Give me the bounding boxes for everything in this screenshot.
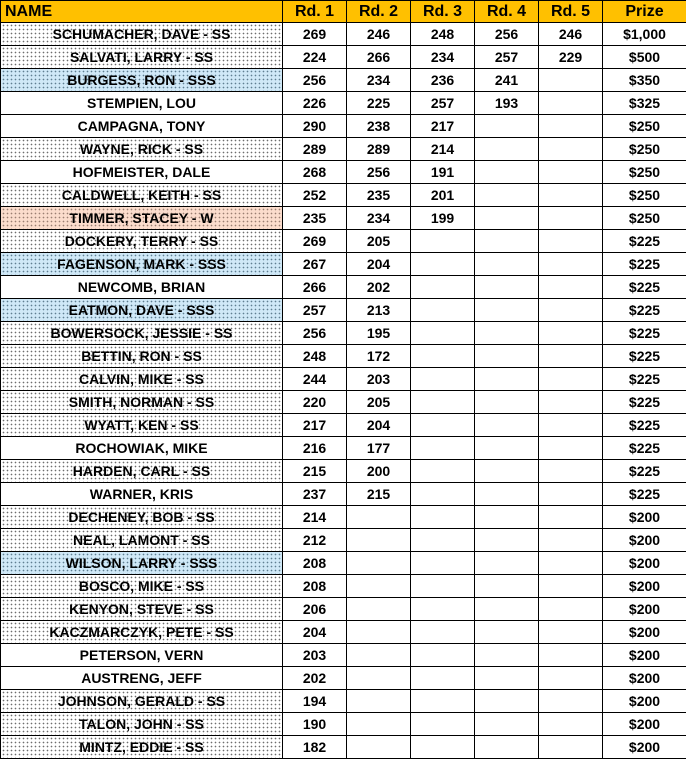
table-row bbox=[1, 736, 686, 759]
prize-cell: $200 bbox=[603, 713, 686, 736]
bowler-name-cell: DECHENEY, BOB - SS bbox=[1, 506, 283, 529]
score-cell-rd1: 216 bbox=[283, 437, 347, 460]
score-cell-rd4 bbox=[475, 736, 539, 759]
table-row bbox=[1, 644, 686, 667]
score-cell-rd5 bbox=[539, 115, 603, 138]
prize-cell: $200 bbox=[603, 598, 686, 621]
score-cell-rd3: 214 bbox=[411, 138, 475, 161]
bowler-name-cell: KACZMARCZYK, PETE - SS bbox=[1, 621, 283, 644]
score-cell-rd5 bbox=[539, 529, 603, 552]
score-cell-rd2: 204 bbox=[347, 414, 411, 437]
score-cell-rd1: 224 bbox=[283, 46, 347, 69]
score-cell-rd4 bbox=[475, 138, 539, 161]
score-cell-rd3: 248 bbox=[411, 23, 475, 46]
score-cell-rd1: 244 bbox=[283, 368, 347, 391]
prize-cell: $250 bbox=[603, 161, 686, 184]
score-cell-rd1: 289 bbox=[283, 138, 347, 161]
score-cell-rd4 bbox=[475, 621, 539, 644]
table-row bbox=[1, 414, 686, 437]
table-row bbox=[1, 460, 686, 483]
score-cell-rd2: 200 bbox=[347, 460, 411, 483]
score-cell-rd2 bbox=[347, 598, 411, 621]
score-cell-rd2: 225 bbox=[347, 92, 411, 115]
score-cell-rd2 bbox=[347, 736, 411, 759]
prize-cell: $225 bbox=[603, 391, 686, 414]
score-cell-rd5 bbox=[539, 207, 603, 230]
score-cell-rd3 bbox=[411, 713, 475, 736]
prize-cell: $200 bbox=[603, 667, 686, 690]
score-cell-rd5 bbox=[539, 230, 603, 253]
score-cell-rd3: 201 bbox=[411, 184, 475, 207]
table-row bbox=[1, 184, 686, 207]
score-cell-rd2 bbox=[347, 713, 411, 736]
table-row bbox=[1, 552, 686, 575]
prize-cell: $200 bbox=[603, 552, 686, 575]
bowler-name-cell: EATMON, DAVE - SSS bbox=[1, 299, 283, 322]
table-row bbox=[1, 345, 686, 368]
prize-cell: $250 bbox=[603, 207, 686, 230]
score-cell-rd5 bbox=[539, 552, 603, 575]
score-cell-rd4 bbox=[475, 207, 539, 230]
score-cell-rd3 bbox=[411, 690, 475, 713]
score-cell-rd4 bbox=[475, 437, 539, 460]
score-cell-rd3 bbox=[411, 345, 475, 368]
score-cell-rd5 bbox=[539, 414, 603, 437]
bowler-name-cell: KENYON, STEVE - SS bbox=[1, 598, 283, 621]
score-cell-rd5: 246 bbox=[539, 23, 603, 46]
table-row bbox=[1, 207, 686, 230]
table-row bbox=[1, 92, 686, 115]
score-cell-rd4 bbox=[475, 575, 539, 598]
score-cell-rd1: 182 bbox=[283, 736, 347, 759]
bowler-name-cell: BOSCO, MIKE - SS bbox=[1, 575, 283, 598]
bowler-name-cell: TALON, JOHN - SS bbox=[1, 713, 283, 736]
score-cell-rd3 bbox=[411, 391, 475, 414]
score-cell-rd1: 203 bbox=[283, 644, 347, 667]
prize-cell: $225 bbox=[603, 368, 686, 391]
score-cell-rd5 bbox=[539, 736, 603, 759]
score-cell-rd1: 256 bbox=[283, 322, 347, 345]
header-name: NAME bbox=[1, 1, 283, 23]
table-row bbox=[1, 575, 686, 598]
table-row bbox=[1, 437, 686, 460]
table-row bbox=[1, 46, 686, 69]
table-row bbox=[1, 368, 686, 391]
score-cell-rd4 bbox=[475, 506, 539, 529]
score-cell-rd3 bbox=[411, 598, 475, 621]
score-cell-rd3 bbox=[411, 414, 475, 437]
score-cell-rd2 bbox=[347, 575, 411, 598]
prize-cell: $250 bbox=[603, 115, 686, 138]
score-cell-rd3: 191 bbox=[411, 161, 475, 184]
score-cell-rd3 bbox=[411, 736, 475, 759]
bowler-name-cell: SCHUMACHER, DAVE - SS bbox=[1, 23, 283, 46]
score-cell-rd5 bbox=[539, 161, 603, 184]
bowler-name-cell: WYATT, KEN - SS bbox=[1, 414, 283, 437]
prize-cell: $225 bbox=[603, 322, 686, 345]
score-cell-rd1: 220 bbox=[283, 391, 347, 414]
score-cell-rd5 bbox=[539, 483, 603, 506]
table-row bbox=[1, 506, 686, 529]
score-cell-rd4 bbox=[475, 552, 539, 575]
score-cell-rd4 bbox=[475, 115, 539, 138]
score-cell-rd1: 235 bbox=[283, 207, 347, 230]
bowler-name-cell: PETERSON, VERN bbox=[1, 644, 283, 667]
score-cell-rd2: 172 bbox=[347, 345, 411, 368]
score-cell-rd5 bbox=[539, 621, 603, 644]
score-cell-rd1: 217 bbox=[283, 414, 347, 437]
score-cell-rd3 bbox=[411, 322, 475, 345]
score-cell-rd4 bbox=[475, 414, 539, 437]
score-cell-rd2: 215 bbox=[347, 483, 411, 506]
score-cell-rd2 bbox=[347, 644, 411, 667]
score-cell-rd3 bbox=[411, 529, 475, 552]
bowler-name-cell: WARNER, KRIS bbox=[1, 483, 283, 506]
score-cell-rd2 bbox=[347, 690, 411, 713]
score-cell-rd5 bbox=[539, 644, 603, 667]
score-cell-rd5 bbox=[539, 92, 603, 115]
score-cell-rd2: 205 bbox=[347, 391, 411, 414]
score-cell-rd2: 234 bbox=[347, 69, 411, 92]
prize-cell: $200 bbox=[603, 621, 686, 644]
score-cell-rd3: 257 bbox=[411, 92, 475, 115]
score-cell-rd4: 241 bbox=[475, 69, 539, 92]
score-cell-rd1: 237 bbox=[283, 483, 347, 506]
table-row bbox=[1, 299, 686, 322]
header-prize: Prize bbox=[603, 1, 686, 23]
score-cell-rd1: 202 bbox=[283, 667, 347, 690]
score-cell-rd5: 229 bbox=[539, 46, 603, 69]
score-cell-rd4 bbox=[475, 644, 539, 667]
score-cell-rd4 bbox=[475, 161, 539, 184]
score-cell-rd3 bbox=[411, 253, 475, 276]
score-cell-rd3 bbox=[411, 368, 475, 391]
score-cell-rd3 bbox=[411, 552, 475, 575]
bowler-name-cell: NEAL, LAMONT - SS bbox=[1, 529, 283, 552]
score-cell-rd5 bbox=[539, 391, 603, 414]
bowler-name-cell: NEWCOMB, BRIAN bbox=[1, 276, 283, 299]
score-cell-rd2: 213 bbox=[347, 299, 411, 322]
prize-cell: $225 bbox=[603, 437, 686, 460]
score-cell-rd4 bbox=[475, 460, 539, 483]
score-cell-rd3 bbox=[411, 276, 475, 299]
bowler-name-cell: TIMMER, STACEY - W bbox=[1, 207, 283, 230]
table-row bbox=[1, 253, 686, 276]
score-cell-rd4 bbox=[475, 276, 539, 299]
score-cell-rd4 bbox=[475, 667, 539, 690]
score-cell-rd1: 194 bbox=[283, 690, 347, 713]
score-cell-rd4 bbox=[475, 184, 539, 207]
score-cell-rd2: 289 bbox=[347, 138, 411, 161]
score-cell-rd2: 235 bbox=[347, 184, 411, 207]
score-cell-rd1: 269 bbox=[283, 23, 347, 46]
score-cell-rd5 bbox=[539, 598, 603, 621]
score-cell-rd1: 204 bbox=[283, 621, 347, 644]
score-cell-rd5 bbox=[539, 713, 603, 736]
table-row bbox=[1, 161, 686, 184]
table-row bbox=[1, 69, 686, 92]
bowler-name-cell: BETTIN, RON - SS bbox=[1, 345, 283, 368]
score-cell-rd2 bbox=[347, 621, 411, 644]
bowler-name-cell: STEMPIEN, LOU bbox=[1, 92, 283, 115]
score-cell-rd3 bbox=[411, 437, 475, 460]
score-cell-rd4: 257 bbox=[475, 46, 539, 69]
score-cell-rd3 bbox=[411, 575, 475, 598]
score-cell-rd4 bbox=[475, 230, 539, 253]
prize-cell: $200 bbox=[603, 644, 686, 667]
score-cell-rd2: 256 bbox=[347, 161, 411, 184]
bowler-name-cell: JOHNSON, GERALD - SS bbox=[1, 690, 283, 713]
score-cell-rd2: 205 bbox=[347, 230, 411, 253]
score-cell-rd1: 266 bbox=[283, 276, 347, 299]
score-cell-rd5 bbox=[539, 184, 603, 207]
score-cell-rd2: 195 bbox=[347, 322, 411, 345]
score-cell-rd5 bbox=[539, 690, 603, 713]
score-cell-rd4 bbox=[475, 253, 539, 276]
prize-cell: $225 bbox=[603, 414, 686, 437]
score-cell-rd5 bbox=[539, 69, 603, 92]
prize-cell: $250 bbox=[603, 138, 686, 161]
score-cell-rd1: 248 bbox=[283, 345, 347, 368]
bowler-name-cell: CALVIN, MIKE - SS bbox=[1, 368, 283, 391]
score-cell-rd1: 290 bbox=[283, 115, 347, 138]
score-cell-rd1: 252 bbox=[283, 184, 347, 207]
prize-cell: $200 bbox=[603, 529, 686, 552]
score-cell-rd2: 177 bbox=[347, 437, 411, 460]
header-rd1: Rd. 1 bbox=[283, 1, 347, 23]
table-body bbox=[1, 23, 686, 759]
score-cell-rd3 bbox=[411, 621, 475, 644]
table-row bbox=[1, 621, 686, 644]
score-cell-rd5 bbox=[539, 368, 603, 391]
bowler-name-cell: WAYNE, RICK - SS bbox=[1, 138, 283, 161]
score-cell-rd2: 204 bbox=[347, 253, 411, 276]
prize-cell: $225 bbox=[603, 345, 686, 368]
prize-cell: $225 bbox=[603, 253, 686, 276]
score-cell-rd2 bbox=[347, 529, 411, 552]
score-cell-rd2 bbox=[347, 506, 411, 529]
bowler-name-cell: HARDEN, CARL - SS bbox=[1, 460, 283, 483]
score-cell-rd1: 215 bbox=[283, 460, 347, 483]
score-cell-rd4 bbox=[475, 368, 539, 391]
bowler-name-cell: WILSON, LARRY - SSS bbox=[1, 552, 283, 575]
score-cell-rd4 bbox=[475, 690, 539, 713]
score-cell-rd1: 206 bbox=[283, 598, 347, 621]
score-cell-rd4: 193 bbox=[475, 92, 539, 115]
score-cell-rd5 bbox=[539, 345, 603, 368]
bowler-name-cell: BOWERSOCK, JESSIE - SS bbox=[1, 322, 283, 345]
prize-cell: $200 bbox=[603, 575, 686, 598]
score-cell-rd1: 208 bbox=[283, 575, 347, 598]
prize-cell: $225 bbox=[603, 460, 686, 483]
score-cell-rd2: 246 bbox=[347, 23, 411, 46]
header-rd4: Rd. 4 bbox=[475, 1, 539, 23]
score-cell-rd3 bbox=[411, 299, 475, 322]
header-rd3: Rd. 3 bbox=[411, 1, 475, 23]
score-cell-rd2: 234 bbox=[347, 207, 411, 230]
score-cell-rd5 bbox=[539, 506, 603, 529]
prize-cell: $325 bbox=[603, 92, 686, 115]
bowler-name-cell: CAMPAGNA, TONY bbox=[1, 115, 283, 138]
score-cell-rd3 bbox=[411, 483, 475, 506]
prize-cell: $200 bbox=[603, 506, 686, 529]
header-row bbox=[1, 1, 686, 23]
score-cell-rd3: 199 bbox=[411, 207, 475, 230]
prize-cell: $500 bbox=[603, 46, 686, 69]
score-cell-rd3 bbox=[411, 667, 475, 690]
score-cell-rd2: 266 bbox=[347, 46, 411, 69]
table-row bbox=[1, 713, 686, 736]
bowler-name-cell: DOCKERY, TERRY - SS bbox=[1, 230, 283, 253]
score-cell-rd1: 226 bbox=[283, 92, 347, 115]
table-row bbox=[1, 322, 686, 345]
score-cell-rd5 bbox=[539, 138, 603, 161]
score-cell-rd2 bbox=[347, 552, 411, 575]
table-row bbox=[1, 115, 686, 138]
score-cell-rd5 bbox=[539, 667, 603, 690]
score-cell-rd4 bbox=[475, 713, 539, 736]
prize-cell: $225 bbox=[603, 276, 686, 299]
score-cell-rd1: 256 bbox=[283, 69, 347, 92]
table-row bbox=[1, 391, 686, 414]
score-cell-rd2: 238 bbox=[347, 115, 411, 138]
table-row bbox=[1, 23, 686, 46]
score-cell-rd4 bbox=[475, 299, 539, 322]
score-cell-rd5 bbox=[539, 437, 603, 460]
prize-cell: $200 bbox=[603, 690, 686, 713]
table-row bbox=[1, 667, 686, 690]
table-row bbox=[1, 276, 686, 299]
table-row bbox=[1, 529, 686, 552]
score-cell-rd1: 190 bbox=[283, 713, 347, 736]
bowler-name-cell: AUSTRENG, JEFF bbox=[1, 667, 283, 690]
bowler-name-cell: CALDWELL, KEITH - SS bbox=[1, 184, 283, 207]
score-cell-rd3 bbox=[411, 460, 475, 483]
prize-cell: $225 bbox=[603, 299, 686, 322]
score-cell-rd4 bbox=[475, 322, 539, 345]
score-cell-rd5 bbox=[539, 299, 603, 322]
score-cell-rd3: 234 bbox=[411, 46, 475, 69]
score-cell-rd1: 257 bbox=[283, 299, 347, 322]
table-row bbox=[1, 138, 686, 161]
bowler-name-cell: FAGENSON, MARK - SSS bbox=[1, 253, 283, 276]
prize-cell: $200 bbox=[603, 736, 686, 759]
score-cell-rd4 bbox=[475, 345, 539, 368]
score-cell-rd1: 214 bbox=[283, 506, 347, 529]
header-rd2: Rd. 2 bbox=[347, 1, 411, 23]
table-row bbox=[1, 598, 686, 621]
score-cell-rd3: 217 bbox=[411, 115, 475, 138]
score-cell-rd4 bbox=[475, 529, 539, 552]
score-cell-rd3: 236 bbox=[411, 69, 475, 92]
prize-cell: $350 bbox=[603, 69, 686, 92]
bowler-name-cell: MINTZ, EDDIE - SS bbox=[1, 736, 283, 759]
score-cell-rd3 bbox=[411, 506, 475, 529]
bowler-name-cell: HOFMEISTER, DALE bbox=[1, 161, 283, 184]
score-cell-rd2: 202 bbox=[347, 276, 411, 299]
score-cell-rd3 bbox=[411, 644, 475, 667]
bowler-name-cell: SMITH, NORMAN - SS bbox=[1, 391, 283, 414]
score-cell-rd1: 269 bbox=[283, 230, 347, 253]
score-cell-rd1: 267 bbox=[283, 253, 347, 276]
score-cell-rd1: 268 bbox=[283, 161, 347, 184]
score-cell-rd2 bbox=[347, 667, 411, 690]
score-cell-rd3 bbox=[411, 230, 475, 253]
score-cell-rd1: 212 bbox=[283, 529, 347, 552]
score-cell-rd5 bbox=[539, 460, 603, 483]
prize-cell: $1,000 bbox=[603, 23, 686, 46]
score-cell-rd4 bbox=[475, 598, 539, 621]
header-rd5: Rd. 5 bbox=[539, 1, 603, 23]
table-row bbox=[1, 230, 686, 253]
score-cell-rd1: 208 bbox=[283, 552, 347, 575]
prize-cell: $225 bbox=[603, 483, 686, 506]
score-cell-rd4 bbox=[475, 391, 539, 414]
score-cell-rd4: 256 bbox=[475, 23, 539, 46]
score-cell-rd2: 203 bbox=[347, 368, 411, 391]
bowler-name-cell: BURGESS, RON - SSS bbox=[1, 69, 283, 92]
score-cell-rd5 bbox=[539, 253, 603, 276]
bowler-name-cell: SALVATI, LARRY - SS bbox=[1, 46, 283, 69]
bowler-name-cell: ROCHOWIAK, MIKE bbox=[1, 437, 283, 460]
score-cell-rd5 bbox=[539, 276, 603, 299]
score-cell-rd5 bbox=[539, 575, 603, 598]
prize-cell: $250 bbox=[603, 184, 686, 207]
table-row bbox=[1, 690, 686, 713]
table-row bbox=[1, 483, 686, 506]
prize-cell: $225 bbox=[603, 230, 686, 253]
score-cell-rd4 bbox=[475, 483, 539, 506]
score-cell-rd5 bbox=[539, 322, 603, 345]
